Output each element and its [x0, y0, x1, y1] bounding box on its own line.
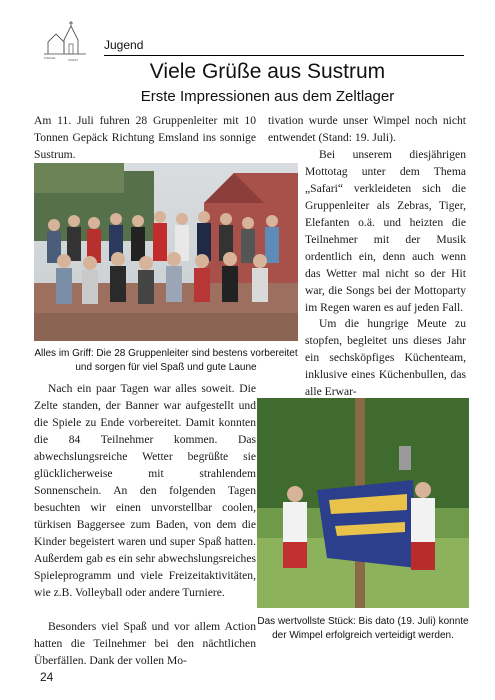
- article-subtitle: Erste Impressionen aus dem Zeltlager: [140, 88, 395, 105]
- svg-text:KIRCHE: KIRCHE: [44, 56, 56, 60]
- paragraph-motto: Bei unserem diesjährigen Mottotag unter dem Thema „Safari“ verkleideten sich die Gruppenleiter als Zebras, Tiger, Elefanten o.ä. und heizten die Teilnehmer mit der Musik ordentlich ein, denn auch wenn das Wetter mal nicht so der Hit war, die Songs bei der Mottoparty im Regen waren es auf jeden Fall.: [305, 148, 466, 314]
- paragraph-pennant: tivation wurde unser Wimpel noch nicht entwendet (Stand: 19. Juli).: [268, 114, 466, 144]
- pennant-photo: [257, 398, 469, 608]
- paragraph-action: Besonders viel Spaß und vor allem Action hatten die Teilnehmer bei den nächtlichen Überfällen. Dank der vollen Mo-: [34, 620, 256, 667]
- paragraph-arrival: Nach ein paar Tagen war alles soweit. Die Zelte standen, der Banner war aufgestellt und die Spiele zu Ende vorbereitet. Damit konnten die 84 Teilnehmer kommen. Das abwechslungsreiche Wetter begrüßte sie glücklicherweise mit strahlendem Sonnenschein. An den folgenden Tagen besuchten wir einen unvorstellbar coolen, türkisen Baggersee zum Baden, von dem die Kinder begeistert waren und super Spaß hatten. Außerdem gab es ein sehr abwechslungsreiches Spieleprogramm und viele Freizeitaktivitäten, wie z.B. Volleyball oder andere Turniere.: [34, 382, 256, 599]
- paragraph-intro: Am 11. Juli fuhren 28 Gruppenleiter mit 10 Tonnen Gepäck Richtung Emsland ins sonnige Sustrum.: [34, 114, 256, 161]
- church-logo: [38, 20, 90, 62]
- article-title: Viele Grüße aus Sustrum: [149, 60, 386, 83]
- page-number: 24: [40, 670, 54, 684]
- paragraph-kitchen: Um die hungrige Meute zu stopfen, begleitet uns dieses Jahr ein sechsköpfiges Küchenteam, inklusive eines Küchenbullen, das alle Erwar-: [305, 317, 466, 398]
- group-photo: [34, 163, 298, 341]
- group-photo-caption: Alles im Griff: Die 28 Gruppenleiter sind bestens vorbereitet und sorgen für viel Spaß und gute Laune: [34, 348, 298, 373]
- header-rule: [104, 55, 464, 56]
- svg-text:SOEST: SOEST: [68, 58, 79, 62]
- pennant-photo-caption: Das wertvollste Stück: Bis dato (19. Juli) konnte der Wimpel erfolgreich verteidigt werden.: [257, 616, 469, 641]
- section-label: Jugend: [104, 38, 144, 52]
